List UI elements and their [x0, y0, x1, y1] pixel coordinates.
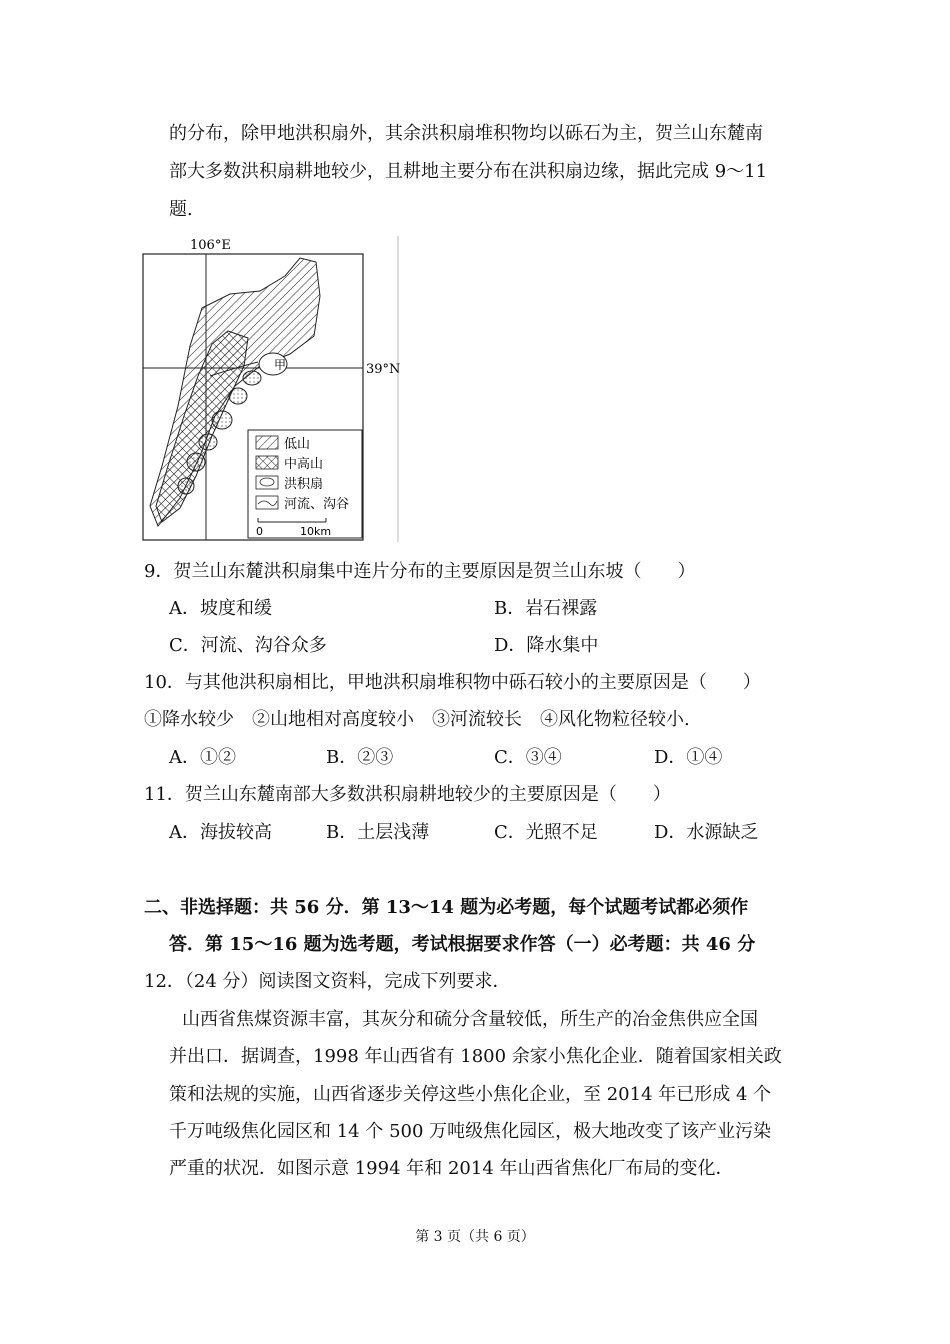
intro-line-2: 部大多数洪积扇耕地较少，且耕地主要分布在洪积扇边缘，据此完成 9～11: [169, 161, 768, 182]
question-10-stem: 10．与其他洪积扇相比，甲地洪积扇堆积物中砾石较小的主要原因是（ ）: [144, 672, 761, 693]
legend-swatch-alluvial-fan: [260, 478, 274, 486]
question-9-option-b[interactable]: B．岩石裸露: [494, 598, 598, 619]
helan-mountain-map: [140, 236, 410, 542]
question-10-option-a[interactable]: A．①②: [169, 747, 236, 768]
intro-line-1: 的分布，除甲地洪积扇外，其余洪积扇堆积物均以砾石为主，贺兰山东麓南: [169, 123, 763, 144]
question-11-option-c[interactable]: C．光照不足: [494, 822, 598, 843]
question-9-option-a[interactable]: A．坡度和缓: [169, 598, 272, 619]
alluvial-fan: [212, 411, 232, 429]
question-11-option-a[interactable]: A．海拔较高: [169, 822, 272, 843]
page-footer: 第 3 页（共 6 页）: [415, 1229, 535, 1245]
question-12-paragraph-line-4: 千万吨级焦化园区和 14 个 500 万吨级焦化园区，极大地改变了该产业污染: [169, 1121, 772, 1142]
legend-label-river: 河流、沟谷: [284, 497, 350, 512]
question-12-paragraph-line-5: 严重的状况．如图示意 1994 年和 2014 年山西省焦化厂布局的变化．: [169, 1158, 734, 1179]
longitude-label: 106°E: [190, 238, 231, 253]
question-9-option-c[interactable]: C．河流、沟谷众多: [169, 635, 327, 656]
question-11-stem: 11．贺兰山东麓南部大多数洪积扇耕地较少的主要原因是（ ）: [144, 784, 671, 805]
legend-label-low-mountain: 低山: [284, 437, 311, 452]
question-10-option-b[interactable]: B．②③: [326, 747, 394, 768]
legend-swatch-high-mountain: [256, 456, 278, 469]
question-12-stem: 12．（24 分）阅读图文资料，完成下列要求．: [144, 971, 511, 992]
alluvial-fan: [229, 388, 247, 404]
place-label-jia: 甲: [274, 358, 287, 372]
legend-label-alluvial-fan: 洪积扇: [284, 477, 324, 492]
intro-line-3: 题.: [169, 199, 193, 220]
question-12-paragraph-line-1: 山西省焦煤资源丰富，其灰分和硫分含量较低，所生产的冶金焦供应全国: [182, 1009, 758, 1030]
question-11-option-b[interactable]: B．土层浅薄: [326, 822, 430, 843]
question-10-option-d[interactable]: D．①④: [654, 747, 723, 768]
question-9-option-d[interactable]: D．降水集中: [494, 635, 599, 656]
section-2-heading-line-2: 答．第 15～16 题为选考题，考试根据要求作答（一）必考题：共 46 分: [169, 934, 756, 955]
scale-start-label: 0: [256, 525, 263, 538]
legend-label-high-mountain: 中高山: [284, 457, 324, 472]
alluvial-fan: [178, 478, 194, 494]
section-2-heading-line-1: 二、非选择题：共 56 分．第 13～14 题为必考题，每个试题考试都必须作: [144, 897, 749, 918]
legend-swatch-low-mountain: [256, 436, 278, 449]
alluvial-fan: [199, 434, 217, 450]
scale-end-label: 10km: [300, 525, 332, 538]
question-12-paragraph-line-3: 策和法规的实施，山西省逐步关停这些小焦化企业，至 2014 年已形成 4 个: [169, 1084, 772, 1105]
question-11-option-d[interactable]: D．水源缺乏: [654, 822, 759, 843]
question-10-statements: ①降水较少 ②山地相对高度较小 ③河流较长 ④风化物粒径较小.: [144, 709, 690, 730]
question-12-paragraph-line-2: 并出口．据调查，1998 年山西省有 1800 余家小焦化企业．随着国家相关政: [169, 1046, 782, 1067]
alluvial-fan: [187, 453, 205, 471]
latitude-label: 39°N: [366, 362, 401, 377]
alluvial-fan: [243, 371, 261, 385]
question-9-stem: 9．贺兰山东麓洪积扇集中连片分布的主要原因是贺兰山东坡（ ）: [144, 561, 696, 582]
question-10-option-c[interactable]: C．③④: [494, 747, 562, 768]
